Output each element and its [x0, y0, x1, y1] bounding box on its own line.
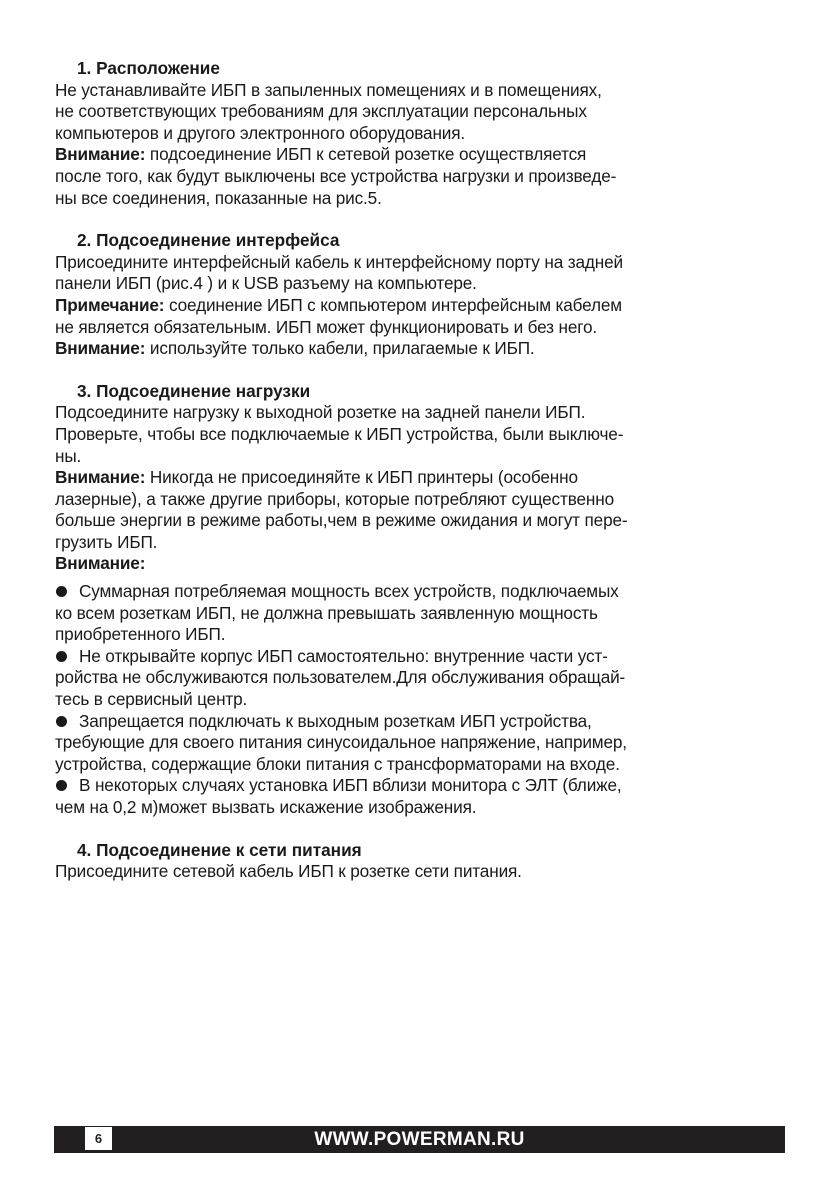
page-number: 6 — [85, 1127, 112, 1150]
note-label: Внимание: — [55, 467, 146, 488]
body-line: ны. — [55, 445, 82, 466]
body-line: Проверьте, чтобы все подключаемые к ИБП устройства, были выключе- — [55, 423, 624, 444]
note-line: Внимание: Никогда не присоединяйте к ИБП принтеры (особенно — [55, 467, 578, 488]
note-line: грузить ИБП. — [55, 531, 158, 552]
website-url: WWW.POWERMAN.RU — [314, 1129, 525, 1150]
document-page — [55, 58, 790, 904]
body-line: компьютеров и другого электронного оборудования. — [55, 122, 466, 143]
note-label: Внимание: — [55, 338, 146, 359]
note-line: Примечание: соединение ИБП с компьютером интерфейсным кабелем — [55, 294, 622, 315]
note-line: Внимание: подсоединение ИБП к сетевой розетке осуществляется — [55, 144, 587, 165]
body-line: Присоедините сетевой кабель ИБП к розетке сети питания. — [55, 861, 522, 882]
section-placement — [55, 58, 790, 209]
body-line: Подсоедините нагрузку к выходной розетке на задней панели ИБП. — [55, 402, 586, 423]
note-line: лазерные), а также другие приборы, которые потребляют существенно — [55, 488, 615, 509]
bullet-item: Запрещается подключать к выходным розеткам ИБП устройства, требующие для своего питания синусоидальное напряжение, например, устройства, содержащие блоки питания с трансформаторами на входе. — [55, 710, 627, 774]
bullet-icon — [56, 586, 67, 597]
section-interface — [55, 230, 790, 360]
bullet-item: Суммарная потребляемая мощность всех устройств, подключаемых ко всем розеткам ИБП, не должна превышать заявленную мощность приобретенного ИБП. — [55, 581, 619, 645]
section-heading: 3. Подсоединение нагрузки — [77, 380, 311, 401]
note-line: больше энергии в режиме работы,чем в режиме ожидания и могут пере- — [55, 510, 628, 531]
note-label: Внимание: — [55, 144, 146, 165]
body-line: не соответствующих требованиям для эксплуатации персональных — [55, 101, 587, 122]
warning-label: Внимание: — [55, 553, 146, 574]
section-load — [55, 381, 790, 819]
note-line: ны все соединения, показанные на рис.5. — [55, 187, 382, 208]
footer-bar — [54, 1126, 785, 1153]
section-heading: 4. Подсоединение к сети питания — [77, 839, 362, 860]
note-line: не является обязательным. ИБП может функционировать и без него. — [55, 316, 598, 337]
note-line: Внимание: используйте только кабели, прилагаемые к ИБП. — [55, 338, 535, 359]
note-label: Примечание: — [55, 294, 165, 315]
bullet-item: В некоторых случаях установка ИБП вблизи монитора с ЭЛТ (ближе, чем на 0,2 м)может вызвать искажение изображения. — [55, 775, 622, 817]
bullet-item: Не открывайте корпус ИБП самостоятельно: внутренние части уст- ройства не обслуживаются пользователем.Для обслуживания обращай- тесь в сервисный центр. — [55, 645, 626, 710]
bullet-icon — [56, 716, 67, 727]
body-line: панели ИБП (рис.4 ) и к USB разъему на компьютере. — [55, 273, 477, 294]
warning-bullet-list — [55, 581, 790, 819]
bullet-icon — [56, 780, 67, 791]
section-heading: 2. Подсоединение интерфейса — [77, 230, 340, 251]
section-power — [55, 840, 790, 883]
bullet-icon — [56, 651, 67, 662]
body-line: Не устанавливайте ИБП в запыленных помещениях и в помещениях, — [55, 79, 602, 100]
note-line: после того, как будут выключены все устройства нагрузки и произведе- — [55, 165, 617, 186]
section-heading: 1. Расположение — [77, 58, 220, 78]
body-line: Присоедините интерфейсный кабель к интерфейсному порту на задней — [55, 251, 623, 272]
